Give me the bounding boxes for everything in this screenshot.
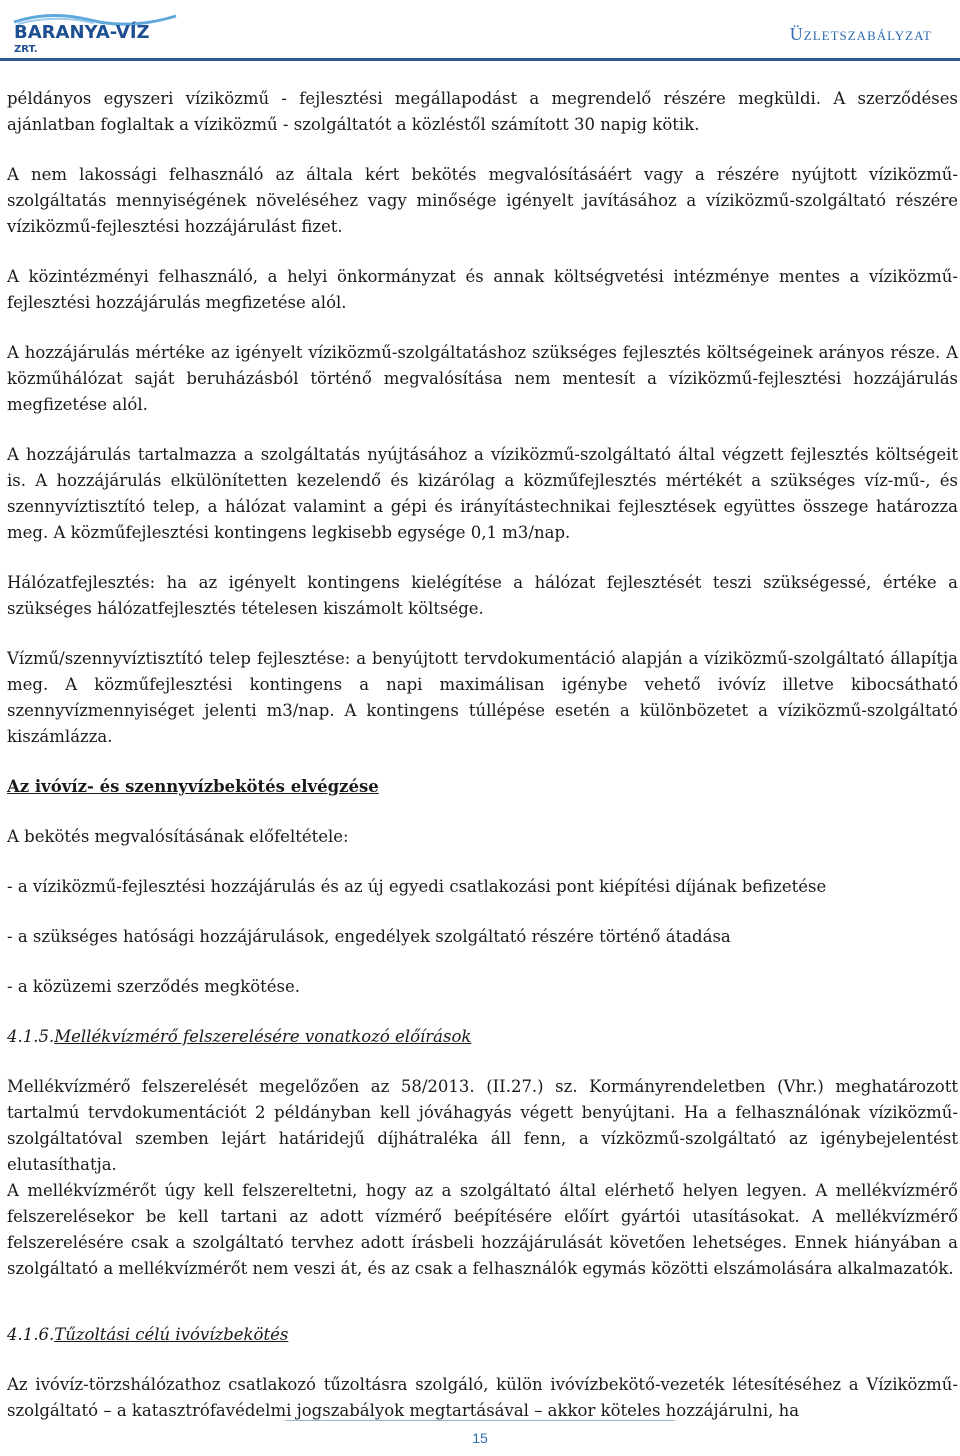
paragraph: A mellékvízmérőt úgy kell felszereltetni, hogy az a szolgáltató által elérhető helyen legyen. A mellékvízmérő felszerelésekor be kell tartani az adott vízmérő beépítésére előírt gyártói utasításokat. A mellékvízmérő felszerelésére csak a szolgáltató tervhez adott írásbeli hozzájárulását követően lehetséges. Ennek hiányában a szolgáltató a mellékvízmérőt nem veszi át, és az csak a felhasználók egymás közötti elszámolására alkalmazatók.: [7, 1181, 958, 1278]
prerequisites-lead: A bekötés megvalósításának előfeltétele:: [7, 827, 349, 846]
logo-text: BARANYA-VÍZ: [14, 22, 150, 43]
paragraph: A közintézményi felhasználó, a helyi önkormányzat és annak költségvetési intézménye mentes a víziközmű-fejlesztési hozzájárulás megfizetése alól.: [7, 267, 958, 312]
prerequisite-item: - a víziközmű-fejlesztési hozzájárulás és az új egyedi csatlakozási pont kiépítési díjának befizetése: [7, 877, 827, 896]
page-number: 15: [472, 1430, 488, 1446]
paragraph: Vízmű/szennyvíztisztító telep fejlesztése: a benyújtott tervdokumentáció alapján a víziközmű-szolgáltató állapítja meg. A közműfejlesztési kontingens a napi maximálisan igénybe vehető ivóvíz illetve kibocsátható szennyvízmennyiséget jelenti m3/nap. A kontingens túllépése esetén a különbözetet a víziközmű-szolgáltató kiszámlázza.: [7, 649, 958, 746]
page-header: [0, 0, 960, 62]
paragraph: Az ivóvíz-törzshálózathoz csatlakozó tűzoltásra szolgáló, külön ivóvízbekötő-vezeték létesítéséhez a Víziközmű-szolgáltató – a katasztrófavédelmi jogszabályok megtartásával – akkor köteles hozzájárulni, ha: [7, 1375, 958, 1420]
prerequisites-block: [7, 824, 958, 1000]
logo-sub: ZRT.: [14, 44, 38, 55]
subsection-title: Tűzoltási célú ivóvízbekötés: [54, 1325, 289, 1344]
subsection-heading: [7, 1024, 958, 1050]
subsection-number: 4.1.5.: [7, 1027, 55, 1046]
paragraph: A hozzájárulás tartalmazza a szolgáltatás nyújtásához a víziközmű-szolgáltató által végzett fejlesztés költségeit is. A hozzájárulás elkülönítetten kezelendő és kizárólag a közműfejlesztés mértékét a szükséges víz-mű-, és szennyvíztisztító telep, a hálózat valamint a gépi és irányítástechnikai fejlesztések együttes összege határozza meg. A közműfejlesztési kontingens legkisebb egysége 0,1 m3/nap.: [7, 445, 958, 542]
page-footer: [0, 1418, 960, 1456]
prerequisite-item: - a közüzemi szerződés megkötése.: [7, 977, 301, 996]
header-divider: [0, 58, 960, 61]
document-title: Üzletszabályzat: [789, 24, 932, 44]
paragraph: A hozzájárulás mértéke az igényelt víziközmű-szolgáltatáshoz szükséges fejlesztés költségeinek arányos része. A közműhálózat saját beruházásból történő megvalósítása nem mentesít a víziközmű-fejlesztési hozzájárulás megfizetése alól.: [7, 343, 958, 414]
subsection-title: Mellékvízmérő felszerelésére vonatkozó előírások: [54, 1027, 472, 1046]
section-heading: Az ivóvíz- és szennyvízbekötés elvégzése: [7, 777, 379, 796]
document-body: [7, 86, 958, 1448]
subsection-heading: [7, 1322, 958, 1348]
baranya-viz-logo: [10, 8, 180, 56]
footer-divider: [285, 1420, 675, 1421]
paragraph: Hálózatfejlesztés: ha az igényelt kontingens kielégítése a hálózat fejlesztését teszi szükségessé, értéke a szükséges hálózatfejlesztés tételesen kiszámolt költsége.: [7, 573, 958, 618]
paragraph: példányos egyszeri víziközmű - fejlesztési megállapodást a megrendelő részére megküldi. A szerződéses ajánlatban foglaltak a víziközmű - szolgáltatót a közléstől számított 30 napig kötik.: [7, 89, 958, 134]
prerequisite-item: - a szükséges hatósági hozzájárulások, engedélyek szolgáltató részére történő átadása: [7, 927, 731, 946]
paragraph: A nem lakossági felhasználó az általa kért bekötés megvalósításáért vagy a részére nyújtott víziközmű-szolgáltatás mennyiségének növeléséhez vagy minősége igényelt javításához a víziközmű-szolgáltató részére víziközmű-fejlesztési hozzájárulást fizet.: [7, 165, 958, 236]
paragraph: Mellékvízmérő felszerelését megelőzően az 58/2013. (II.27.) sz. Kormányrendeletben (Vhr.) meghatározott tartalmú tervdokumentációt 2 példányban kell jóváhagyás végett benyújtani. Ha a felhasználónak víziközmű-szolgáltatóval szemben lejárt határidejű díjhátraléka áll fenn, a vízközmű-szolgáltató az igénybejelentést elutasíthatja.: [7, 1077, 958, 1174]
subsection-number: 4.1.6.: [7, 1325, 55, 1344]
